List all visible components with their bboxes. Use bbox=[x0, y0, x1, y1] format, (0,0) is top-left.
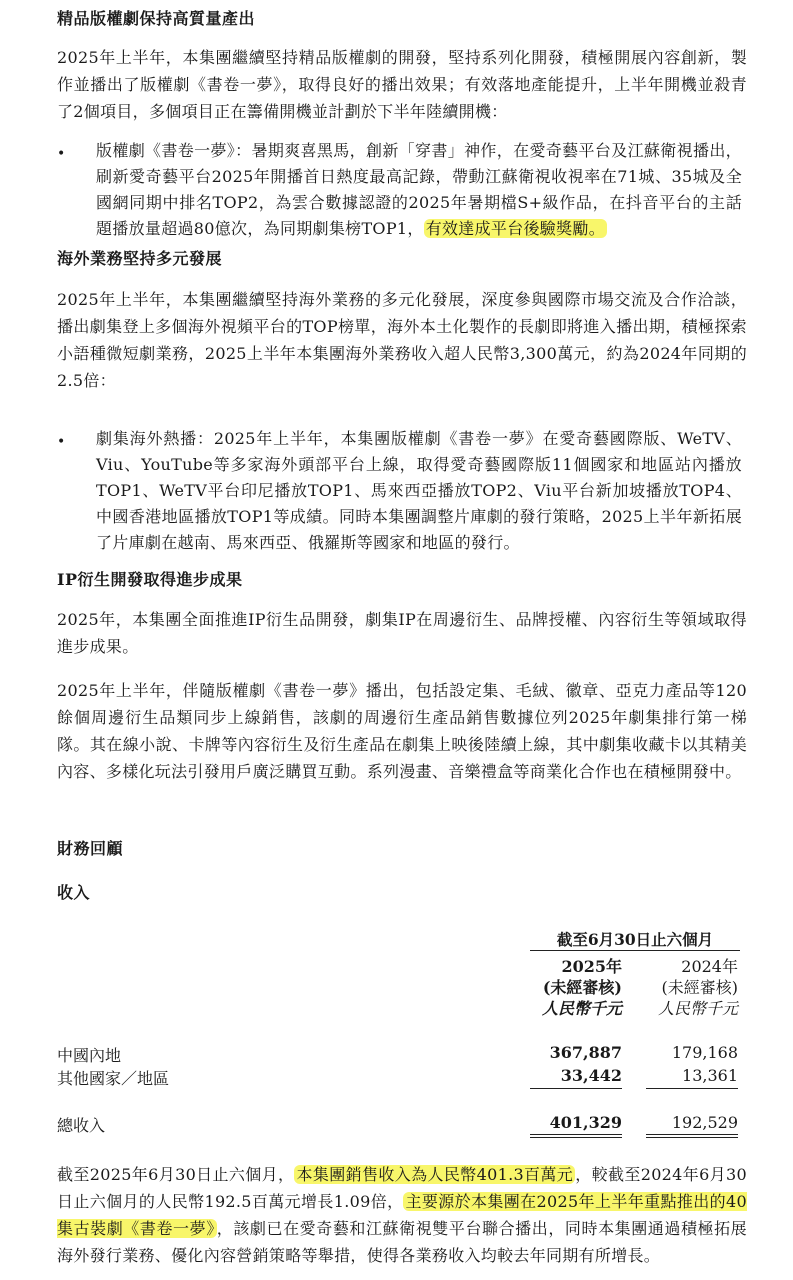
para-premium: 2025年上半年，本集團繼續堅持精品版權劇的開發，堅持系列化開發，積極開展內容創新，製作並播出了版權劇《書卷一夢》，取得良好的播出效果；有效落地產能提升，上半年開機並殺青了2個項目，多個項目正在籌備開機並計劃於下半年陸續開機： bbox=[57, 48, 747, 121]
para-revenue-text-c: ，較截至2024年6月30日止六個月的人民幣192.5百萬元增長1.09倍， bbox=[57, 1165, 748, 1211]
subtotal-rule-2025 bbox=[530, 1088, 622, 1089]
para-ip-2: 2025年上半年，伴隨版權劇《書卷一夢》播出，包括設定集、毛絨、徽章、亞克力產品等120餘個周邊衍生品類同步上線銷售，該劇的周邊衍生產品銷售數據位列2025年劇集排行第一梯隊。其在線小說、卡牌等內容衍生及衍生產品在劇集上映後陸續上線，其中劇集收藏卡以其精美內容、多樣化玩法引發用戶廣泛購買互動。系列漫畫、音樂禮盒等商業化合作也在積極開發中。 bbox=[57, 681, 747, 781]
total-rule-2024-b bbox=[646, 1137, 738, 1138]
header-rule bbox=[530, 950, 740, 951]
table-cell-2025: 367,887 bbox=[549, 1043, 622, 1062]
table-row-label: 中國內地 bbox=[57, 1046, 122, 1065]
col-2025-year: 2025年 bbox=[561, 957, 622, 976]
col-2024-unit: 人民幣千元 bbox=[657, 999, 738, 1018]
bullet-dot: • bbox=[57, 146, 66, 162]
total-rule-2025-a bbox=[530, 1134, 622, 1135]
subtotal-rule-2024 bbox=[646, 1088, 738, 1089]
table-period-header: 截至6月30日止六個月 bbox=[556, 930, 714, 949]
col-2025-unit: 人民幣千元 bbox=[541, 999, 622, 1018]
table-row-label: 其他國家／地區 bbox=[57, 1069, 170, 1088]
para-ip-1: 2025年，本集團全面推進IP衍生品開發，劇集IP在周邊衍生、品牌授權、內容衍生等領域取得進步成果。 bbox=[57, 610, 747, 656]
total-2024: 192,529 bbox=[671, 1113, 738, 1132]
heading-financial: 財務回顧 bbox=[57, 839, 124, 858]
bullet-premium bbox=[96, 138, 742, 242]
col-2024-audit: (未經審核) bbox=[661, 978, 738, 997]
heading-ip: IP衍生開發取得進步成果 bbox=[57, 570, 243, 589]
bullet-premium-text: 版權劇《書卷一夢》：暑期爽喜黑馬，創新「穿書」神作，在愛奇藝平台及江蘇衛視播出，刷新愛奇藝平台2025年開播首日熱度最高記錄，帶動江蘇衛視收視率在71城、35城及全國網同期中排名TOP2，為雲合數據認證的2025年暑期檔S+級作品，在抖音平台的主話題播放量超過80億次，為同期劇集榜TOP1， bbox=[96, 141, 742, 238]
total-label: 總收入 bbox=[57, 1116, 106, 1135]
heading-overseas: 海外業務堅持多元發展 bbox=[57, 249, 223, 268]
col-2024-year: 2024年 bbox=[681, 957, 738, 976]
para-revenue-analysis bbox=[57, 1161, 747, 1269]
table-cell-2024: 13,361 bbox=[682, 1066, 738, 1085]
heading-revenue: 收入 bbox=[57, 883, 91, 902]
total-rule-2024-a bbox=[646, 1134, 738, 1135]
heading-premium: 精品版權劇保持高質量產出 bbox=[57, 9, 256, 28]
para-revenue-text-a: 截至2025年6月30日止六個月， bbox=[57, 1165, 295, 1184]
highlight-platform-reward: 有效達成平台後驗獎勵。 bbox=[425, 219, 606, 238]
para-overseas: 2025年上半年，本集團繼續堅持海外業務的多元化發展，深度參與國際市場交流及合作洽談，播出劇集登上多個海外視頻平台的TOP榜單，海外本土化製作的長劇即將進入播出期，積極探索小語種微短劇業務，2025上半年本集團海外業務收入超人民幣3,300萬元，約為2024年同期的2.5倍： bbox=[57, 290, 747, 390]
para-revenue-text-e: ，該劇已在愛奇藝和江蘇衛視雙平台聯合播出，同時本集團通過積極拓展海外發行業務、優化內容營銷策略等舉措，使得各業務收入均較去年同期有所增長。 bbox=[57, 1219, 747, 1265]
col-2025-audit: (未經審核) bbox=[542, 978, 622, 997]
total-rule-2025-b bbox=[530, 1137, 622, 1138]
table-cell-2024: 179,168 bbox=[671, 1043, 738, 1062]
highlight-drama-source: 主要源於本集團在2025年上半年重點推出的40集古裝劇《書卷一夢》 bbox=[57, 1192, 747, 1238]
bullet-dot: • bbox=[57, 434, 66, 450]
highlight-revenue-amount: 本集團銷售收入為人民幣401.3百萬元 bbox=[296, 1165, 574, 1184]
table-cell-2025: 33,442 bbox=[560, 1066, 622, 1085]
bullet-overseas: 劇集海外熱播：2025年上半年，本集團版權劇《書卷一夢》在愛奇藝國際版、WeTV、Viu、YouTube等多家海外頭部平台上線，取得愛奇藝國際版11個國家和地區站內播放TOP1、WeTV平台印尼播放TOP1、馬來西亞播放TOP2、Viu平台新加坡播放TOP4、中國香港地區播放TOP1等成績。同時本集團調整片庫劇的發行策略，2025上半年新拓展了片庫劇在越南、馬來西亞、俄羅斯等國家和地區的發行。 bbox=[96, 429, 742, 552]
total-2025: 401,329 bbox=[549, 1113, 622, 1132]
